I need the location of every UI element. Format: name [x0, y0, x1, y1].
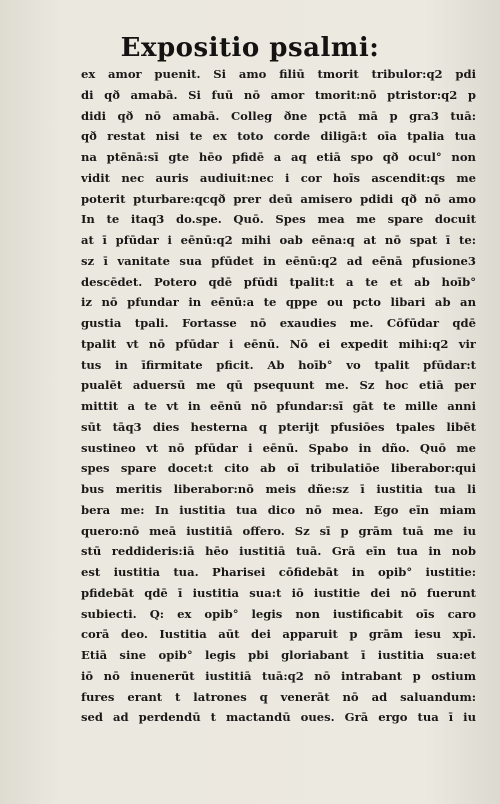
text-line: gustia tpali. Fortasse nō exaudies me. Cōfūdar qdē	[81, 316, 476, 330]
text-line: poterit pturbare:qcqð prer deū amisero pdidi qð nō amo	[81, 191, 476, 206]
text-line: tpalit vt nō pfūdar i eēnū. Nō ei expedit mihi:q2 vir	[81, 336, 476, 351]
text-line: sed ad perdendū t mactandū oues. Grā ergo tua ī iu	[81, 710, 476, 725]
text-line: est iustitia tua. Pharisei cōfidebāt in opib° iustitie:	[81, 565, 476, 579]
text-line: In te itaq3 do.spe. Quō. Spes mea me spare docuit	[81, 212, 476, 227]
text-line: subiecti. Q: ex opib° legis non iustificabit oīs caro	[81, 606, 476, 621]
text-line: tus in īfirmitate pficit. Ab hoīb° vo tpalit pfūdar:t	[81, 357, 476, 372]
text-line: corā deo. Iustitia aūt dei apparuit p grām iesu xpī.	[81, 627, 476, 642]
text-line: stū reddideris:iā hēo iustitiā tuā. Grā eīn tua in nob	[81, 544, 476, 559]
text-line: iō nō inuenerūt iustitiā tuā:q2 nō intrabant p ostium	[81, 668, 476, 683]
page-heading: Expositio psalmi:	[120, 33, 380, 63]
text-line: pfidebāt qdē ī iustitia sua:t iō iustitie dei nō fuerunt	[81, 585, 476, 600]
text-line: spes spare docet:t cito ab oī tribulatiōe liberabor:qui	[81, 461, 476, 476]
text-line: iz nō pfundar in eēnū:a te qppe ou pcto libari ab an	[81, 295, 476, 310]
text-line: sūt tāq3 dies hesterna q pterijt pfusiōes tpales libēt	[81, 419, 476, 434]
text-line: quero:nō meā iustitiā offero. Sz sī p grām tuā me iu	[81, 523, 476, 538]
text-line: bus meritis liberabor:nō meis dñe:sz ī iustitia tua li	[81, 482, 476, 496]
text-line: sz ī vanitate sua pfūdet in eēnū:q2 ad eēnā pfusione3	[81, 253, 476, 268]
text-line: mittit a te vt in eēnū nō pfundar:sī gāt te mille anni	[81, 399, 476, 413]
text-line: bera me: In iustitia tua dico nō mea. Ego eīn miam	[81, 502, 476, 517]
text-line: fures erant t latrones q venerāt nō ad saluandum:	[81, 689, 476, 704]
text-line: descēdet. Potero qdē pfūdi tpalit:t a te et ab hoīb°	[81, 274, 476, 289]
text-line: didi qð nō amabā. Colleg ðne pctā mā p gra3 tuā:	[81, 108, 476, 123]
text-line: ex amor puenit. Si amo filiū tmorit tribulor:q2 pdi	[81, 67, 476, 81]
text-block	[81, 64, 476, 728]
text-line: pualēt aduersū me qū psequunt me. Sz hoc etiā per	[81, 378, 476, 393]
text-line: vidit nec auris audiuit:nec i cor hoīs ascendit:qs me	[81, 170, 476, 185]
text-line: na ptēnā:sī gte hēo pfidē a aq etiā spo qð ocul° non	[81, 150, 476, 164]
text-line: di qð amabā. Si fuū nō amor tmorit:nō ptristor:q2 p	[81, 87, 476, 102]
text-line: sustineo vt nō pfūdar i eēnū. Spabo in dño. Quō me	[81, 440, 476, 455]
text-line: qð restat nisi te ex toto corde diligā:t oīa tpalia tua	[81, 129, 476, 144]
text-line: Etiā sine opib° legis pbi gloriabant ī iustitia sua:et	[81, 648, 476, 662]
text-line: at ī pfūdar i eēnū:q2 mihi oab eēna:q at nō spat ī te:	[81, 233, 476, 247]
